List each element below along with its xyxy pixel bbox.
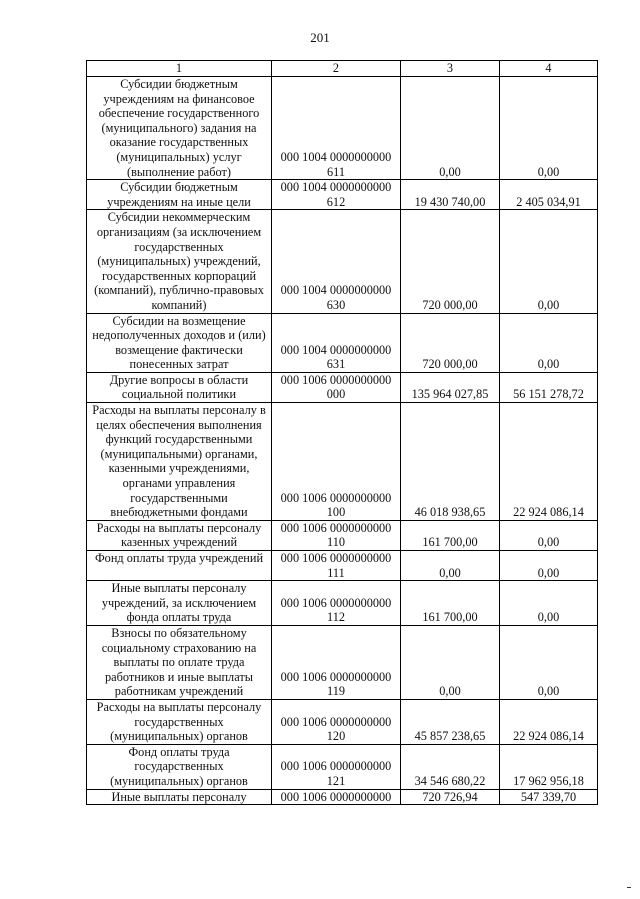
row-name-cell: Иные выплаты персоналу bbox=[87, 789, 272, 805]
row-name-cell: Расходы на выплаты персоналу государственных (муниципальных) органов bbox=[87, 699, 272, 744]
row-code-cell: 000 1006 0000000000 112 bbox=[272, 581, 401, 626]
table-row bbox=[87, 699, 598, 744]
row-value-2-cell: 0,00 bbox=[500, 581, 598, 626]
row-value-1-cell: 0,00 bbox=[401, 625, 500, 699]
row-name-cell: Субсидии на возмещение недополученных доходов и (или) возмещение фактически понесенных затрат bbox=[87, 313, 272, 372]
row-name-cell: Взносы по обязательному социальному страхованию на выплаты по оплате труда работников и иные выплаты работникам учреждений bbox=[87, 625, 272, 699]
table-row bbox=[87, 77, 598, 180]
row-value-2-cell: 22 924 086,14 bbox=[500, 403, 598, 521]
table-row bbox=[87, 210, 598, 313]
row-code-cell: 000 1004 0000000000 631 bbox=[272, 313, 401, 372]
row-value-2-cell: 0,00 bbox=[500, 77, 598, 180]
header-row bbox=[87, 61, 598, 77]
table-row bbox=[87, 581, 598, 626]
row-value-1-cell: 34 546 680,22 bbox=[401, 744, 500, 789]
budget-table bbox=[86, 60, 598, 805]
row-name-cell: Субсидии бюджетным учреждениям на финансовое обеспечение государственного (муниципального) задания на оказание государственных (муниципальных) услуг (выполнение работ) bbox=[87, 77, 272, 180]
table-row bbox=[87, 180, 598, 210]
row-value-1-cell: 161 700,00 bbox=[401, 581, 500, 626]
row-name-cell: Расходы на выплаты персоналу казенных учреждений bbox=[87, 520, 272, 550]
row-value-2-cell: 547 339,70 bbox=[500, 789, 598, 805]
row-value-1-cell: 720 000,00 bbox=[401, 210, 500, 313]
row-value-1-cell: 19 430 740,00 bbox=[401, 180, 500, 210]
row-value-1-cell: 46 018 938,65 bbox=[401, 403, 500, 521]
row-value-1-cell: 0,00 bbox=[401, 551, 500, 581]
row-name-cell: Фонд оплаты труда учреждений bbox=[87, 551, 272, 581]
row-value-2-cell: 0,00 bbox=[500, 313, 598, 372]
row-value-1-cell: 161 700,00 bbox=[401, 520, 500, 550]
row-name-cell: Иные выплаты персоналу учреждений, за исключением фонда оплаты труда bbox=[87, 581, 272, 626]
column-header-1: 1 bbox=[87, 61, 272, 77]
row-name-cell: Другие вопросы в области социальной политики bbox=[87, 372, 272, 402]
row-code-cell: 000 1006 0000000000 119 bbox=[272, 625, 401, 699]
row-code-cell: 000 1006 0000000000 111 bbox=[272, 551, 401, 581]
row-value-2-cell: 17 962 956,18 bbox=[500, 744, 598, 789]
page-number: 201 bbox=[310, 30, 330, 45]
row-code-cell: 000 1006 0000000000 110 bbox=[272, 520, 401, 550]
row-value-1-cell: 135 964 027,85 bbox=[401, 372, 500, 402]
row-code-cell: 000 1004 0000000000 630 bbox=[272, 210, 401, 313]
row-code-cell: 000 1006 0000000000 000 bbox=[272, 372, 401, 402]
row-value-1-cell: 720 000,00 bbox=[401, 313, 500, 372]
table-row bbox=[87, 313, 598, 372]
table-row bbox=[87, 789, 598, 805]
row-name-cell: Фонд оплаты труда государственных (муниципальных) органов bbox=[87, 744, 272, 789]
row-value-2-cell: 22 924 086,14 bbox=[500, 699, 598, 744]
table-row bbox=[87, 625, 598, 699]
table-row bbox=[87, 403, 598, 521]
scan-mark bbox=[627, 887, 631, 888]
row-code-cell: 000 1006 0000000000 bbox=[272, 789, 401, 805]
column-header-3: 3 bbox=[401, 61, 500, 77]
row-code-cell: 000 1006 0000000000 120 bbox=[272, 699, 401, 744]
row-value-2-cell: 0,00 bbox=[500, 625, 598, 699]
row-value-2-cell: 0,00 bbox=[500, 520, 598, 550]
row-value-1-cell: 720 726,94 bbox=[401, 789, 500, 805]
table-row bbox=[87, 520, 598, 550]
row-code-cell: 000 1006 0000000000 121 bbox=[272, 744, 401, 789]
row-name-cell: Расходы на выплаты персоналу в целях обеспечения выполнения функций государственными (муниципальными) органами, казенными учреждениями, органами управления государственными внебюджетными фондами bbox=[87, 403, 272, 521]
row-value-1-cell: 0,00 bbox=[401, 77, 500, 180]
row-value-1-cell: 45 857 238,65 bbox=[401, 699, 500, 744]
row-code-cell: 000 1004 0000000000 611 bbox=[272, 77, 401, 180]
column-header-2: 2 bbox=[272, 61, 401, 77]
row-value-2-cell: 0,00 bbox=[500, 210, 598, 313]
row-name-cell: Субсидии некоммерческим организациям (за исключением государственных (муниципальных) учреждений, государственных корпораций (компаний), публично-правовых компаний) bbox=[87, 210, 272, 313]
table-row bbox=[87, 744, 598, 789]
column-header-4: 4 bbox=[500, 61, 598, 77]
row-code-cell: 000 1004 0000000000 612 bbox=[272, 180, 401, 210]
row-value-2-cell: 0,00 bbox=[500, 551, 598, 581]
row-value-2-cell: 2 405 034,91 bbox=[500, 180, 598, 210]
table-row bbox=[87, 372, 598, 402]
row-value-2-cell: 56 151 278,72 bbox=[500, 372, 598, 402]
row-code-cell: 000 1006 0000000000 100 bbox=[272, 403, 401, 521]
row-name-cell: Субсидии бюджетным учреждениям на иные цели bbox=[87, 180, 272, 210]
table-row bbox=[87, 551, 598, 581]
